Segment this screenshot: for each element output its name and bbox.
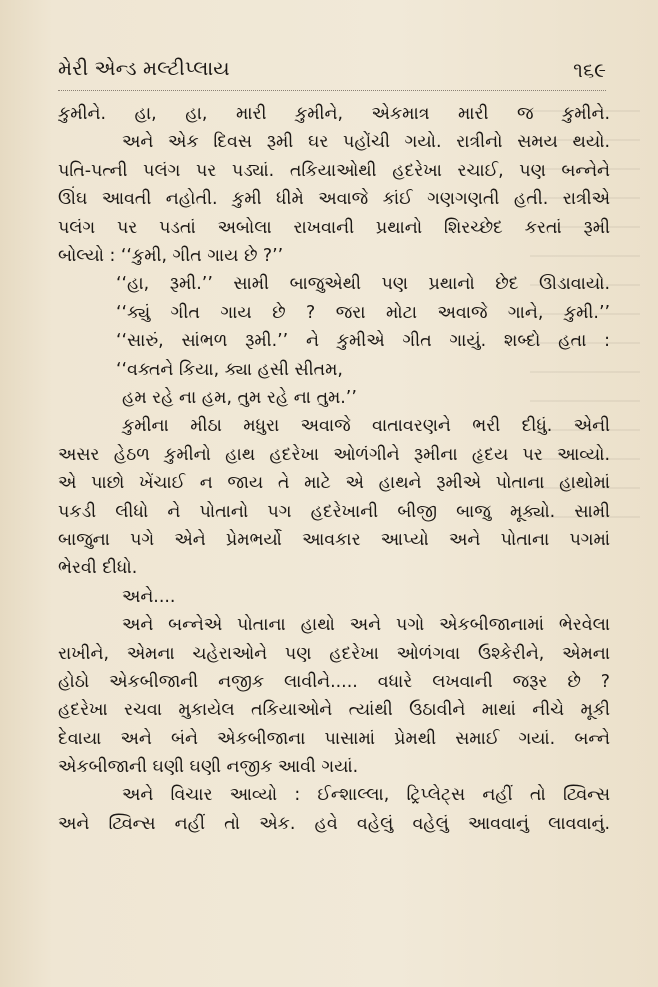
text-line: એકબીજાની ઘણી ઘણી નજીક આવી ગયાં. (58, 757, 359, 778)
text-line: બોલ્યો : ‘‘કુમી, ગીત ગાય છે ?’’ (58, 245, 284, 266)
verse-line: હમ રહે ના હમ, તુમ રહે ના તુમ.’’ (122, 387, 357, 408)
text-line: અસર હેઠળ કુમીનો હાથ હદરેખા ઓળંગીને રૂમીના હૃદય પર આવ્યો. (58, 444, 610, 465)
text-line: ઊંઘ આવતી નહોતી. કુમી ધીમે અવાજે કાંઈ ગણગણતી હતી. રાત્રીએ (58, 189, 610, 210)
text-line: અને એક દિવસ રૂમી ઘર પહોંચી ગયો. રાત્રીનો સમય થયો. (122, 132, 610, 153)
header-rule (58, 90, 606, 91)
body-text (58, 100, 610, 838)
text-line: એ પાછો ખેંચાઈ ન જાય તે માટે એ હાથને રૂમીએ પોતાના હાથોમાં (58, 473, 610, 494)
text-line: કુમીના મીઠા મધુરા અવાજે વાતાવરણને ભરી દીધું. એની (122, 416, 610, 437)
page-number: ૧૬૯ (573, 58, 606, 82)
text-line: ભેરવી દીધો. (58, 558, 138, 579)
text-line: દેવાયા અને બંને એકબીજાના પાસામાં પ્રેમથી સમાઈ ગયાં. બન્ને (58, 728, 610, 749)
text-line: પલંગ પર પડતાં અબોલા રાખવાની પ્રથાનો શિરચ્છેદ કરતાં રૂમી (58, 217, 610, 238)
text-line: ‘‘સારું, સાંભળ રૂમી.’’ ને કુમીએ ગીત ગાયું. શબ્દો હતા : (116, 331, 610, 352)
running-title: મેરી એન્ડ મલ્ટીપ્લાય (58, 56, 230, 80)
text-line: ‘‘હા, રૂમી.’’ સામી બાજુએથી પણ પ્રથાનો છેદ ઊડાવાયો. (116, 274, 610, 295)
text-line: બાજુના પગે એને પ્રેમભર્યો આવકાર આપ્યો અને પોતાના પગમાં (58, 529, 610, 550)
text-line: હોઠો એકબીજાની નજીક લાવીને..... વધારે લખવાની જરૂર છે ? (58, 671, 610, 692)
page-header (58, 52, 606, 88)
text-line: અને ટ્વિન્સ નહીં તો એક. હવે વહેલું વહેલું આવવાનું લાવવાનું. (58, 813, 610, 834)
text-line: કુમીને. હા, હા, મારી કુમીને, એકમાત્ર મારી જ કુમીને. (58, 104, 610, 124)
text-line: પકડી લીધો ને પોતાનો પગ હદરેખાની બીજી બાજુ મૂક્યો. સામી (58, 501, 610, 522)
text-line: પતિ-પત્ની પલંગ પર પડ્યાં. તકિયાઓથી હદરેખા રચાઈ, પણ બન્નેને (58, 160, 610, 181)
text-line: અને.... (122, 586, 176, 607)
text-line: અને બન્નેએ પોતાના હાથો અને પગો એકબીજાનામાં ભેરવેલા (122, 615, 610, 636)
text-line: રાખીને, એમના ચહેરાઓને પણ હદરેખા ઓળંગવા ઉશ્કેરીને, એમના (58, 643, 610, 664)
text-line: ‘‘ક્યું ગીત ગાય છે ? જરા મોટા અવાજે ગાને, કુમી.’’ (116, 302, 610, 323)
text-line: અને વિચાર આવ્યો : ઈન્શાલ્લા, ટ્રિપ્લેટ્સ નહીં તો ટ્વિન્સ (122, 785, 610, 806)
text-line: હદરેખા રચવા મુકાયેલ તકિયાઓને ત્યાંથી ઉઠાવીને માથાં નીચે મૂકી (58, 700, 610, 721)
verse-line: ‘‘વક્તને કિયા, ક્યા હસી સીતમ, (116, 359, 343, 380)
